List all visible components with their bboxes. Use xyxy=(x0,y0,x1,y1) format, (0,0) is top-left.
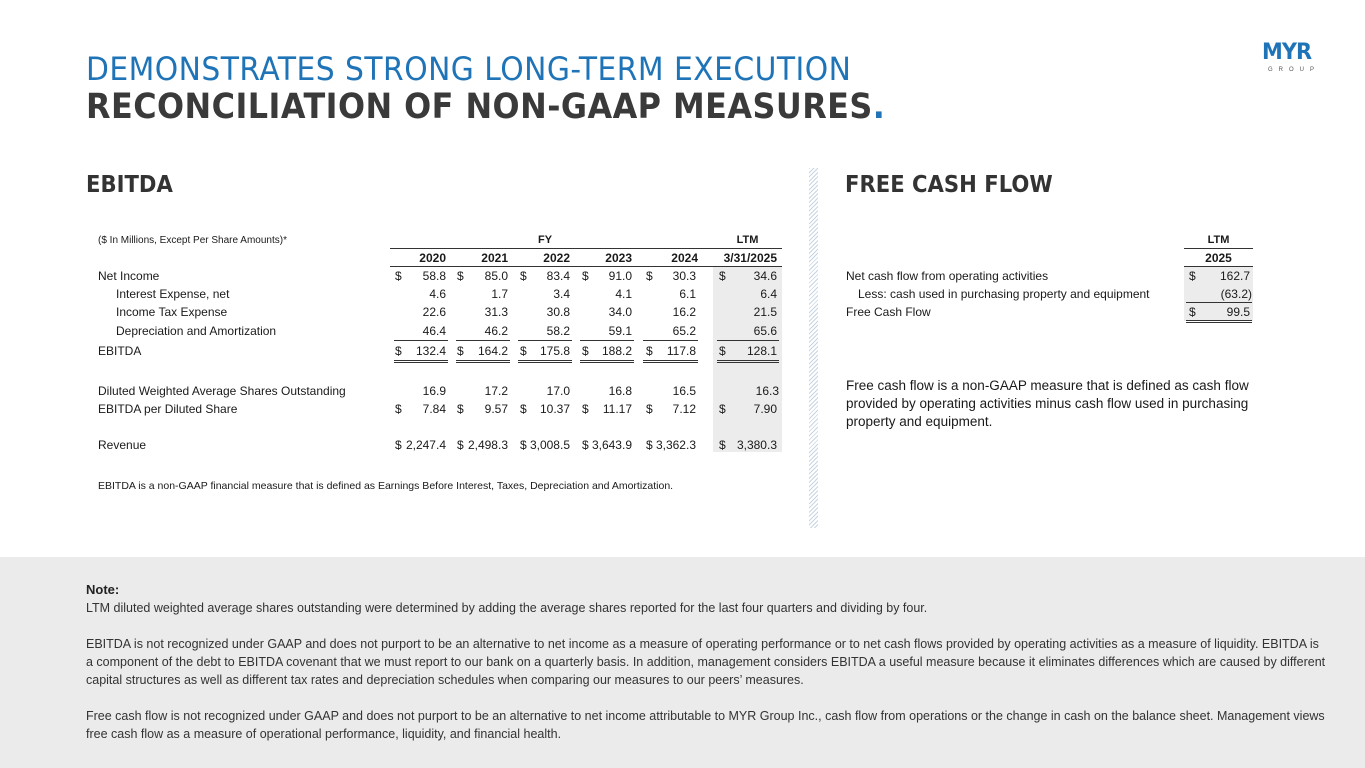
cell-value: 3,362.3 xyxy=(655,438,696,452)
currency-symbol: $ xyxy=(719,438,726,452)
cell-value: 1.7 xyxy=(491,287,508,301)
fcf-ltm-label: LTM xyxy=(1207,234,1230,246)
cell-value: 11.17 xyxy=(602,402,632,416)
fcf-value: 99.5 xyxy=(1226,305,1250,319)
row-label-da: Depreciation and Amortization xyxy=(116,324,277,338)
note-paragraph: LTM diluted weighted average shares outstanding were determined by adding the average shares reported for the last four quarters and dividing by four. xyxy=(86,601,928,615)
cell-value: 16.8 xyxy=(608,384,632,398)
ltm-value: 34.6 xyxy=(753,269,777,283)
cell-value: 3,643.9 xyxy=(591,438,632,452)
ltm-value: 21.5 xyxy=(753,305,777,319)
fcf-header-rule xyxy=(1184,248,1253,249)
year-header: 2020 xyxy=(419,251,446,265)
cell-value: 117.8 xyxy=(666,344,696,358)
row-label-tax: Income Tax Expense xyxy=(116,305,228,319)
currency-symbol: $ xyxy=(457,402,464,416)
currency-symbol: $ xyxy=(457,269,464,283)
year-header: 2021 xyxy=(481,251,508,265)
row-label-ebitda: EBITDA xyxy=(98,344,142,358)
cell-value: 16.2 xyxy=(672,305,696,319)
logo-subtext: GROUP xyxy=(1268,67,1321,73)
currency-symbol: $ xyxy=(520,344,527,358)
cell-value: 58.8 xyxy=(422,269,446,283)
currency-symbol: $ xyxy=(582,344,589,358)
ltm-value: 16.3 xyxy=(755,384,779,398)
cell-value: 65.2 xyxy=(672,324,696,338)
currency-symbol: $ xyxy=(582,269,589,283)
ltm-label: LTM xyxy=(736,234,759,246)
currency-symbol: $ xyxy=(520,269,527,283)
fcf-row-label-capex: Less: cash used in purchasing property and equipment xyxy=(858,287,1150,301)
row-label-interest: Interest Expense, net xyxy=(116,287,230,301)
currency-symbol: $ xyxy=(646,438,653,452)
cell-value: 6.1 xyxy=(679,287,696,301)
cell-value: 164.2 xyxy=(477,344,508,358)
currency-symbol: $ xyxy=(395,344,402,358)
row-label-per-share: EBITDA per Diluted Share xyxy=(98,402,238,416)
cell-value: 3,008.5 xyxy=(529,438,570,452)
cell-value: 46.4 xyxy=(422,324,446,338)
cell-value: 16.5 xyxy=(672,384,696,398)
cell-value: 31.3 xyxy=(484,305,508,319)
notes-heading: Note: xyxy=(86,582,120,597)
cell-value: 59.1 xyxy=(608,324,632,338)
ebitda-footnote: EBITDA is a non-GAAP financial measure that is defined as Earnings Before Interest, Taxes, Depreciation and Amortization. xyxy=(98,480,674,492)
fcf-row-label-total: Free Cash Flow xyxy=(846,305,931,319)
cell-value: 175.8 xyxy=(539,344,570,358)
note-paragraph: Free cash flow is not recognized under GAAP and does not purport to be an alternative to net income attributable to MYR Group Inc., cash flow from operations or the change in cash on the balance sheet. Management views free cash flow as a measure of operational performance, liquidity, and financial health. xyxy=(86,709,1325,741)
cell-value: 2,498.3 xyxy=(467,438,508,452)
cell-value: 188.2 xyxy=(601,344,632,358)
cell-value: 132.4 xyxy=(415,344,446,358)
page-subtitle-text: RECONCILIATION OF NON-GAAP MEASURES xyxy=(86,87,873,127)
currency-symbol: $ xyxy=(1189,305,1196,319)
cell-value: 3.4 xyxy=(553,287,570,301)
cell-value: 9.57 xyxy=(484,402,508,416)
fcf-value: 162.7 xyxy=(1219,269,1250,283)
ebitda-heading: EBITDA xyxy=(86,172,173,198)
units-label: ($ In Millions, Except Per Share Amounts)* xyxy=(98,235,287,246)
note-paragraph: EBITDA is not recognized under GAAP and does not purport to be an alternative to net income as a measure of operating performance or to net cash flows provided by operating activities as a measure of liquidity. EBITDA is a component of the debt to EBITDA covenant that we must report to our bank on a quarterly basis. In addition, management considers EBITDA a useful measure because it eliminates differences which are caused by different capital structures as well as different tax rates and depreciation schedules when comparing our measures to our peers’ measures. xyxy=(86,637,1326,687)
currency-symbol: $ xyxy=(719,344,726,358)
currency-symbol: $ xyxy=(646,269,653,283)
cell-value: 30.8 xyxy=(546,305,570,319)
cell-value: 16.9 xyxy=(422,384,446,398)
fcf-heading: FREE CASH FLOW xyxy=(845,172,1053,198)
cell-value: 2,247.4 xyxy=(405,438,446,452)
cell-value: 91.0 xyxy=(608,269,632,283)
currency-symbol: $ xyxy=(646,344,653,358)
cell-value: 34.0 xyxy=(608,305,632,319)
ltm-date-header: 3/31/2025 xyxy=(723,251,777,265)
cell-value: 7.84 xyxy=(422,402,446,416)
currency-symbol: $ xyxy=(520,402,527,416)
title-dot: . xyxy=(872,87,886,127)
cell-value: 7.12 xyxy=(672,402,696,416)
currency-symbol: $ xyxy=(1189,269,1196,283)
currency-symbol: $ xyxy=(719,402,726,416)
currency-symbol: $ xyxy=(457,344,464,358)
fcf-description: Free cash flow is a non-GAAP measure that is defined as cash flow provided by operating activities minus cash flow used in purchasing property and equipment. xyxy=(846,378,1249,429)
cell-value: 17.2 xyxy=(484,384,508,398)
currency-symbol: $ xyxy=(395,269,402,283)
cell-value: 17.0 xyxy=(546,384,570,398)
currency-symbol: $ xyxy=(719,269,726,283)
fcf-total-rule xyxy=(1186,320,1252,321)
fcf-total-rule xyxy=(1186,322,1252,323)
cell-value: 46.2 xyxy=(484,324,508,338)
ltm-value: 65.6 xyxy=(753,324,777,338)
fy-label: FY xyxy=(537,234,553,246)
currency-symbol: $ xyxy=(395,438,402,452)
currency-symbol: $ xyxy=(582,402,589,416)
fcf-sum-rule xyxy=(1186,302,1252,303)
notes-panel xyxy=(0,557,1365,768)
fcf-year-header: 2025 xyxy=(1205,251,1232,265)
fcf-header-rule-2 xyxy=(1184,266,1253,267)
ltm-value: 7.90 xyxy=(753,402,777,416)
cell-value: 4.6 xyxy=(429,287,446,301)
year-header: 2024 xyxy=(671,251,698,265)
currency-symbol: $ xyxy=(582,438,589,452)
cell-value: 30.3 xyxy=(672,269,696,283)
fcf-row-label-ops: Net cash flow from operating activities xyxy=(846,269,1049,283)
cell-value: 10.37 xyxy=(539,402,570,416)
row-label-shares: Diluted Weighted Average Shares Outstanding xyxy=(98,384,346,398)
cell-value: 4.1 xyxy=(615,287,632,301)
page-title: DEMONSTRATES STRONG LONG-TERM EXECUTION xyxy=(86,50,852,88)
currency-symbol: $ xyxy=(646,402,653,416)
ltm-value: 3,380.3 xyxy=(736,438,777,452)
currency-symbol: $ xyxy=(457,438,464,452)
cell-value: 85.0 xyxy=(484,269,508,283)
year-header: 2023 xyxy=(605,251,632,265)
ltm-value: 6.4 xyxy=(760,287,777,301)
row-label-net-income: Net Income xyxy=(98,269,160,283)
row-label-revenue: Revenue xyxy=(98,438,147,452)
logo-mark: MYR xyxy=(1262,40,1312,65)
cell-value: 58.2 xyxy=(546,324,570,338)
cell-value: 83.4 xyxy=(546,269,570,283)
currency-symbol: $ xyxy=(395,402,402,416)
fcf-value: (63.2) xyxy=(1220,287,1252,301)
currency-symbol: $ xyxy=(520,438,527,452)
year-header: 2022 xyxy=(543,251,570,265)
ltm-value: 128.1 xyxy=(746,344,777,358)
cell-value: 22.6 xyxy=(422,305,446,319)
